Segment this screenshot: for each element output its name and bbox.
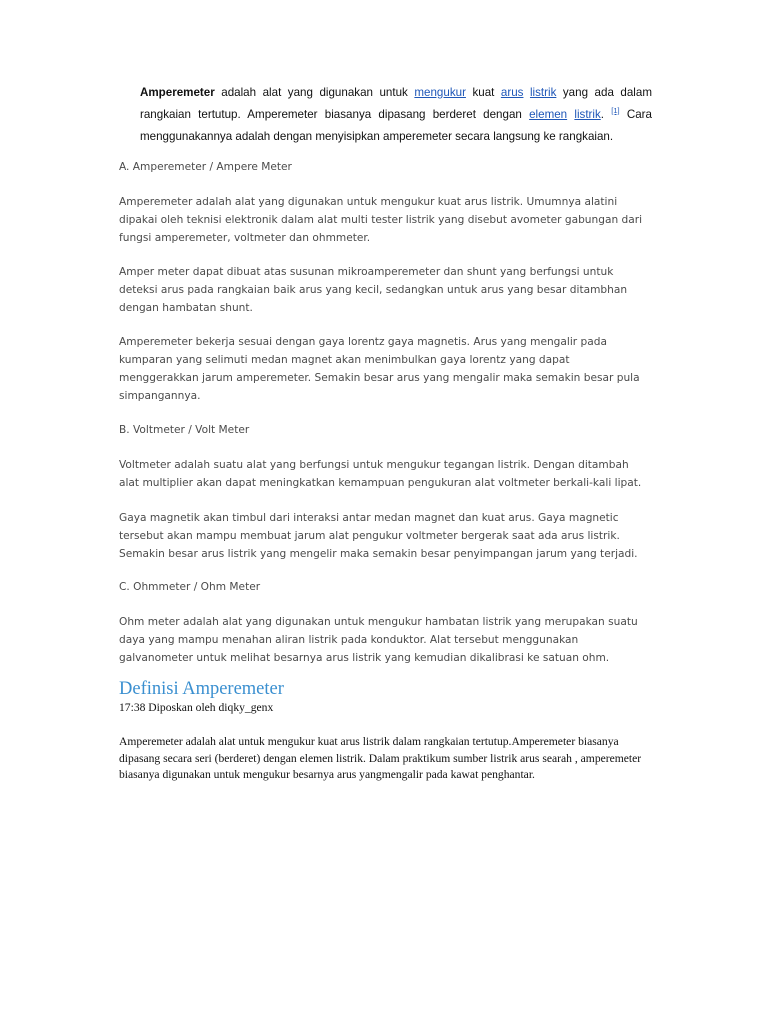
heading-amperemeter: A. Amperemeter / Ampere Meter [119, 161, 292, 173]
link-listrik-2[interactable]: listrik [574, 108, 601, 121]
intro-text-3: yang ada dalam rangkaian tertutup. Amperemeter biasanya dipasang berderet dengan [140, 86, 652, 121]
intro-text-5: Cara menggunakannya adalah dengan menyisipkan amperemeter secara langsung ke rangkaian. [140, 108, 652, 143]
intro-text-1: adalah alat yang digunakan untuk [214, 86, 415, 99]
intro-paragraph [140, 82, 652, 148]
paragraph-ohmmeter-definition: Ohm meter adalah alat yang digunakan untuk mengukur hambatan listrik yang merupakan suatu daya yang mampu menahan aliran listrik pada konduktor. Alat tersebut menggunakan galvanometer untuk melihat besarnya arus listrik yang kemudian dikalibrasi ke satuan ohm. [119, 616, 638, 664]
paragraph-magnetic-force: Gaya magnetik akan timbul dari interaksi antar medan magnet dan kuat arus. Gaya magnetic tersebut akan mampu membuat jarum alat pengukur voltmeter bergerak saat ada arus listrik. Semakin besar arus listrik yang mengelir maka semakin besar penyimpangan jarum yang terjadi. [119, 512, 638, 560]
link-elemen[interactable]: elemen [529, 108, 568, 121]
intro-text-2: kuat [465, 86, 501, 99]
paragraph-amperemeter-construction: Amper meter dapat dibuat atas susunan mikroamperemeter dan shunt yang berfungsi untuk deteksi arus pada rangkaian baik arus yang kecil, sedangkan untuk arus yang besar ditambhan dengan hambatan shunt. [119, 266, 628, 314]
post-title[interactable]: Definisi Amperemeter [119, 679, 284, 699]
intro-term: Amperemeter [140, 86, 215, 99]
paragraph-amperemeter-definition: Amperemeter adalah alat yang digunakan untuk mengukur kuat arus listrik. Umumnya alatini dipakai oleh teknisi elektronik dalam alat multi tester listrik yang disebut avometer gabungan dari fungsi amperemeter, voltmeter dan ohmmeter. [119, 196, 643, 244]
paragraph-amperemeter-working: Amperemeter bekerja sesuai dengan gaya lorentz gaya magnetis. Arus yang mengalir pada kumparan yang selimuti medan magnet akan menimbulkan gaya lorentz yang dapat menggerakkan jarum amperemeter. Semakin besar arus yang mengalir maka semakin besar pula simpangannya. [119, 336, 640, 402]
link-arus[interactable]: arus [500, 86, 524, 99]
intro-text-4: . [600, 108, 605, 121]
link-mengukur[interactable]: mengukur [414, 86, 466, 99]
post-body: Amperemeter adalah alat untuk mengukur kuat arus listrik dalam rangkaian tertutup.Amperemeter biasanya dipasang secara seri (berderet) dengan elemen listrik. Dalam praktikum sumber listrik arus searah , amperemeter biasanya digunakan untuk mengukur besarnya arus yangmengalir pada kawat penghantar. [119, 735, 642, 781]
heading-ohmmeter: C. Ohmmeter / Ohm Meter [119, 581, 261, 593]
link-listrik[interactable]: listrik [529, 86, 557, 99]
heading-voltmeter: B. Voltmeter / Volt Meter [119, 424, 250, 436]
post-meta: 17:38 Diposkan oleh diqky_genx [119, 701, 274, 714]
footnote-link[interactable]: [1] [611, 106, 620, 115]
paragraph-voltmeter-definition: Voltmeter adalah suatu alat yang berfungsi untuk mengukur tegangan listrik. Dengan ditambah alat multiplier akan dapat meningkatkan kemampuan pengukuran alat voltmeter berkali-kali lipat. [119, 459, 642, 489]
